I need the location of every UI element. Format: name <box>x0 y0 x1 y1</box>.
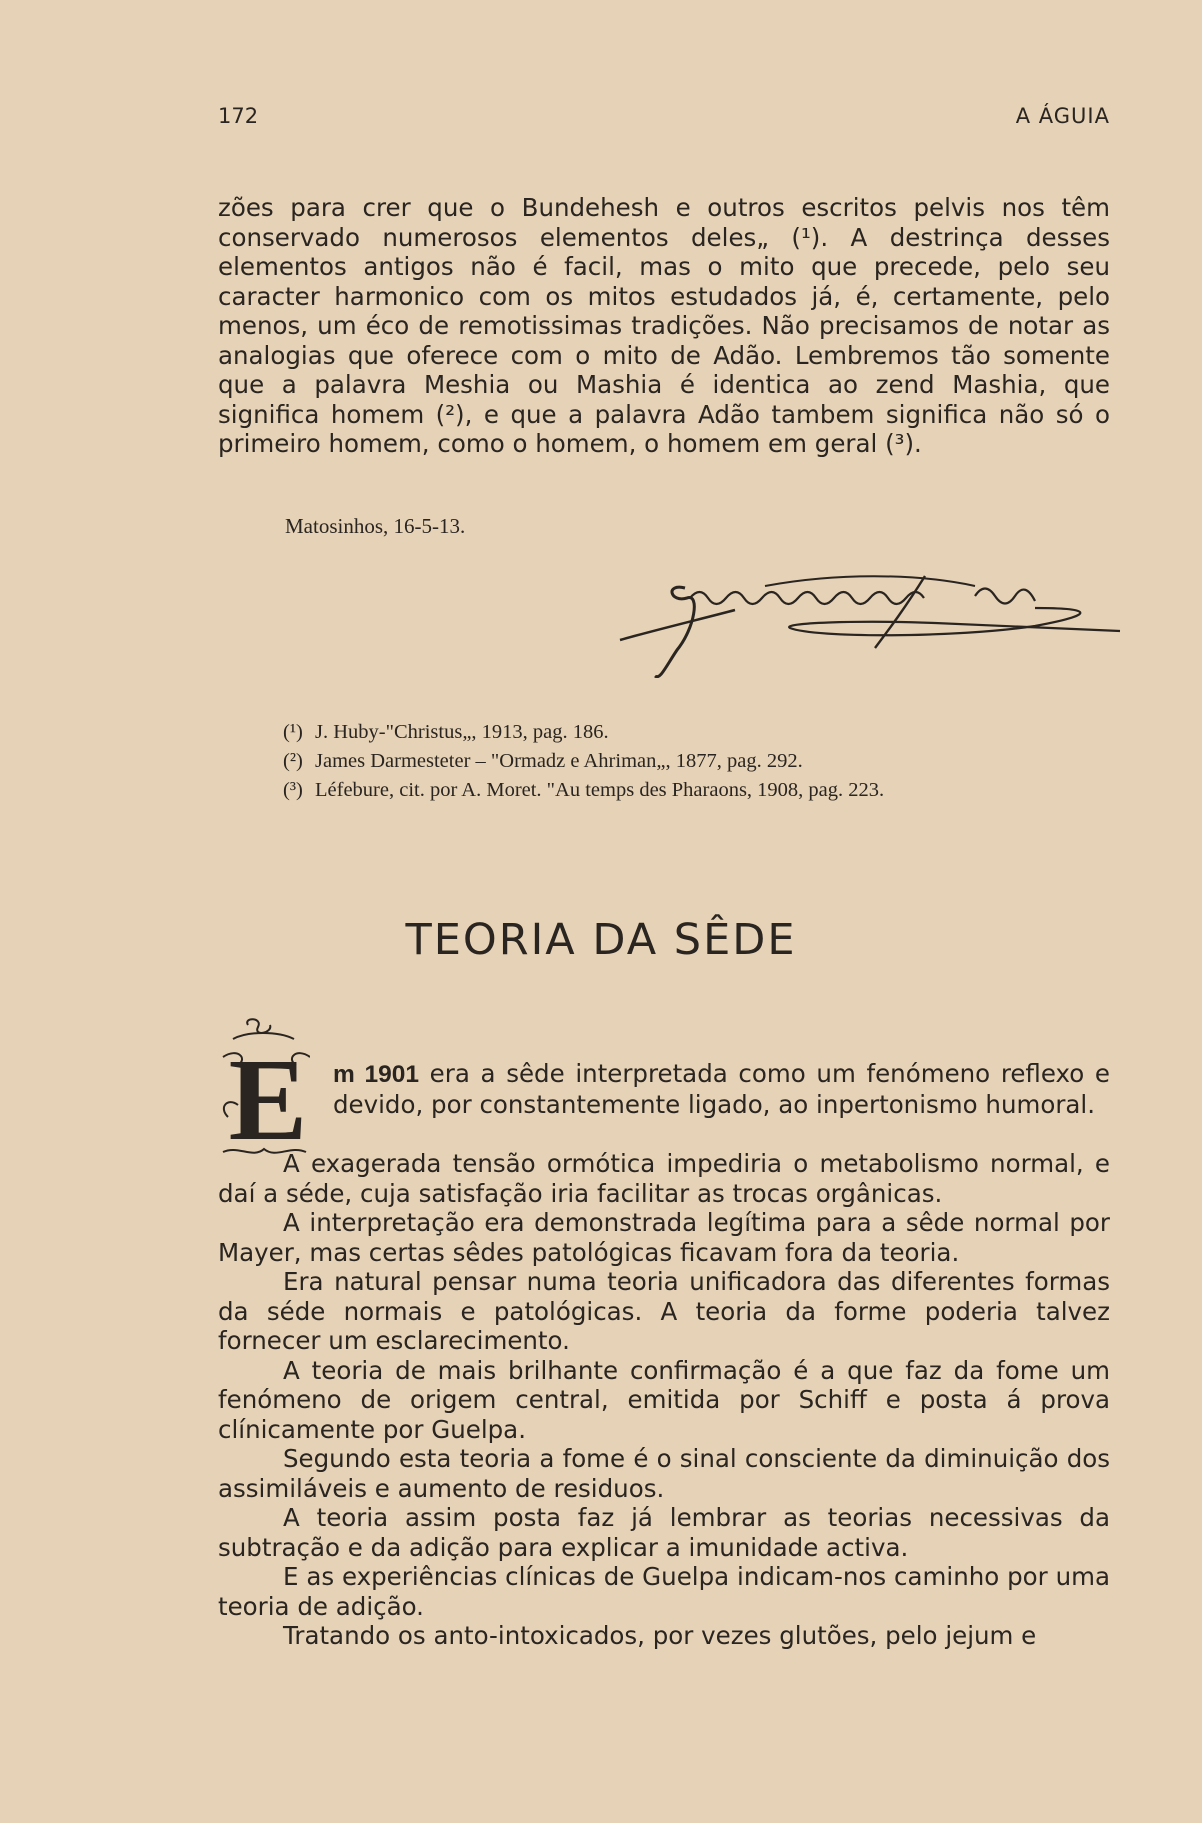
footnotes <box>283 718 884 805</box>
paragraph: A teoria assim posta faz já lembrar as teorias necessivas da subtração e da adição para explicar a imunidade activa. <box>218 1503 1110 1562</box>
continued-paragraph-block <box>218 193 1110 459</box>
footnote-mark: (³) <box>283 779 303 801</box>
ornamental-drop-cap <box>218 1017 310 1167</box>
journal-title: A ÁGUIA <box>1015 104 1110 128</box>
section-title: TEORIA DA SÊDE <box>405 915 797 965</box>
footnote-text: Léfebure, cit. por A. Moret. "Au temps des Pharaons, 1908, pag. 223. <box>315 779 885 801</box>
handwritten-signature <box>615 568 1125 678</box>
paragraph: A teoria de mais brilhante confirmação é a que faz da fome um fenómeno de origem central, emitida por Schiff e posta á prova clínicamente por Guelpa. <box>218 1355 1110 1444</box>
footnote <box>283 718 884 747</box>
paragraph: E as experiências clínicas de Guelpa indicam-nos caminho por uma teoria de adição. <box>218 1562 1110 1621</box>
place-date: Matosinhos, 16-5-13. <box>285 514 466 538</box>
paragraph: A interpretação era demonstrada legítima para a sêde normal por Mayer, mas certas sêdes patológicas ficavam fora da teoria. <box>218 1208 1110 1267</box>
first-paragraph-text: era a sêde interpretada como um fenómeno reflexo e devido, por constantemente ligado, ao inpertonismo humoral. <box>333 1059 1110 1119</box>
article-body <box>218 1149 1110 1651</box>
continued-paragraph: zões para crer que o Bundehesh e outros escritos pelvis nos têm conservado numerosos elementos deles„ (¹). A destrinça desses elementos antigos não é facil, mas o mito que precede, pelo seu caracter harmonico com os mitos estudados já, é, certamente, pelo menos, um éco de remotissimas tradições. Não precisamos de notar as analogias que oferece com o mito de Adão. Lembremos tão somente que a palavra Meshia ou Mashia é identica ao zend Mashia, que significa homem (²), e que a palavra Adão tambem significa não só o primeiro homem, como o homem, o homem em geral (³). <box>218 193 1110 458</box>
footnote-mark: (²) <box>283 750 303 772</box>
footnote <box>283 747 884 776</box>
running-header <box>218 104 1110 134</box>
footnote-text: J. Huby-"Christus„, 1913, pag. 186. <box>315 721 609 743</box>
lead-words: m 1901 <box>333 1061 419 1088</box>
footnote-text: James Darmesteter – "Ormadz e Ahriman„, 1877, pag. 292. <box>315 750 803 772</box>
paragraph: Segundo esta teoria a fome é o sinal consciente da diminuição dos assimiláveis e aumento de residuos. <box>218 1444 1110 1503</box>
paragraph: Tratando os anto-intoxicados, por vezes glutões, pelo jejum e <box>283 1621 1037 1650</box>
footnote-mark: (¹) <box>283 721 303 743</box>
page-number: 172 <box>218 104 259 128</box>
drop-cap-letter: E <box>228 1034 308 1165</box>
article-first-paragraph <box>333 1059 1110 1119</box>
paragraph: Era natural pensar numa teoria unificadora das diferentes formas da séde normais e patológicas. A teoria da forme poderia talvez fornecer um esclarecimento. <box>218 1267 1110 1355</box>
paragraph: A exagerada tensão ormótica impediria o metabolismo normal, e daí a séde, cuja satisfação iria facilitar as trocas orgânicas. <box>218 1149 1110 1208</box>
footnote <box>283 776 884 805</box>
